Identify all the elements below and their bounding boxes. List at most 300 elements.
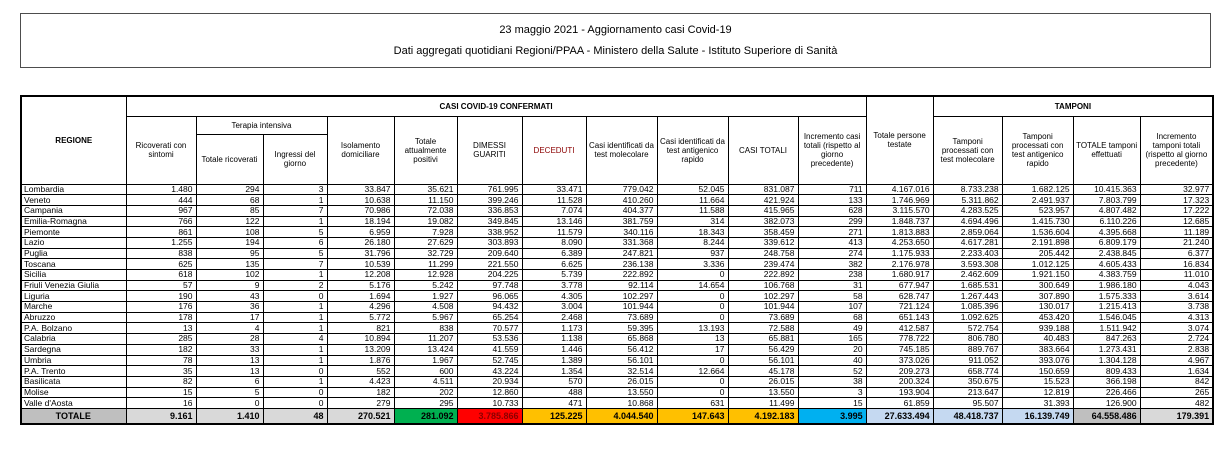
value-cell: 193.904	[866, 387, 933, 398]
value-cell: 226.466	[1073, 387, 1140, 398]
value-cell: 0	[657, 312, 728, 323]
value-cell: 3.995	[798, 408, 866, 424]
value-cell: 4.807.482	[1073, 205, 1140, 216]
value-cell: 4.296	[327, 302, 394, 313]
value-cell: 179.391	[1140, 408, 1213, 424]
value-cell: 4.283.525	[933, 205, 1002, 216]
header-deceduti: DECEDUTI	[522, 116, 586, 184]
table-row	[21, 270, 1213, 281]
value-cell: 523.957	[1002, 205, 1073, 216]
value-cell: 393.076	[1002, 355, 1073, 366]
value-cell: 651.143	[866, 312, 933, 323]
value-cell: 2.191.898	[1002, 237, 1073, 248]
value-cell: 12.664	[657, 366, 728, 377]
value-cell: 279	[327, 398, 394, 409]
value-cell: 5	[196, 387, 263, 398]
value-cell: 26.180	[327, 237, 394, 248]
value-cell: 56.101	[586, 355, 657, 366]
value-cell: 1.876	[327, 355, 394, 366]
value-cell: 64.558.486	[1073, 408, 1140, 424]
value-cell: 1.546.045	[1073, 312, 1140, 323]
value-cell: 1.446	[522, 344, 586, 355]
value-cell: 285	[126, 334, 196, 345]
value-cell: 281.092	[394, 408, 457, 424]
value-cell: 3.593.308	[933, 259, 1002, 270]
table-header	[21, 96, 1213, 184]
value-cell: 4	[196, 323, 263, 334]
region-name-cell: Campania	[21, 205, 126, 216]
value-cell: 1.273.431	[1073, 344, 1140, 355]
value-cell: 4	[263, 334, 327, 345]
value-cell: 7.928	[394, 227, 457, 238]
value-cell: 11.207	[394, 334, 457, 345]
value-cell: 677.947	[866, 280, 933, 291]
value-cell: 43.224	[457, 366, 522, 377]
value-cell: 11.499	[728, 398, 798, 409]
region-name-cell: Toscana	[21, 259, 126, 270]
table-row	[21, 355, 1213, 366]
value-cell: 94.432	[457, 302, 522, 313]
region-name-cell: Valle d'Aosta	[21, 398, 126, 409]
value-cell: 12.685	[1140, 216, 1213, 227]
value-cell: 56.412	[586, 344, 657, 355]
value-cell: 10.868	[586, 398, 657, 409]
value-cell: 165	[798, 334, 866, 345]
region-name-cell: Lazio	[21, 237, 126, 248]
value-cell: 43	[196, 291, 263, 302]
value-cell: 65.254	[457, 312, 522, 323]
value-cell: 65.881	[728, 334, 798, 345]
value-cell: 108	[196, 227, 263, 238]
value-cell: 809.433	[1073, 366, 1140, 377]
value-cell: 1.389	[522, 355, 586, 366]
report-title-line2: Dati aggregati quotidiani Regioni/PPAA - Ministero della Salute - Istituto Superiore di Sanità	[393, 45, 838, 58]
value-cell: 745.185	[866, 344, 933, 355]
value-cell: 33	[196, 344, 263, 355]
value-cell: 842	[1140, 376, 1213, 387]
value-cell: 358.459	[728, 227, 798, 238]
value-cell: 204.225	[457, 270, 522, 281]
value-cell: 967	[126, 205, 196, 216]
header-isolamento-domiciliare: Isolamento domiciliare	[327, 116, 394, 184]
value-cell: 618	[126, 270, 196, 281]
value-cell: 31	[798, 280, 866, 291]
header-casi-test-molecolare: Casi identificati da test molecolare	[586, 116, 657, 184]
header-ricoverati-con-sintomi: Ricoverati con sintomi	[126, 116, 196, 184]
value-cell: 0	[657, 270, 728, 281]
value-cell: 95	[196, 248, 263, 259]
value-cell: 12.819	[1002, 387, 1073, 398]
table-row	[21, 248, 1213, 259]
region-name-cell: Lombardia	[21, 184, 126, 195]
value-cell: 366.198	[1073, 376, 1140, 387]
value-cell: 5	[263, 227, 327, 238]
table-row	[21, 280, 1213, 291]
value-cell: 221.550	[457, 259, 522, 270]
region-name-cell: Calabria	[21, 334, 126, 345]
value-cell: 471	[522, 398, 586, 409]
value-cell: 0	[196, 398, 263, 409]
value-cell: 236.138	[586, 259, 657, 270]
value-cell: 2.438.845	[1073, 248, 1140, 259]
value-cell: 4.395.668	[1073, 227, 1140, 238]
value-cell: 40	[798, 355, 866, 366]
value-cell: 4.383.759	[1073, 270, 1140, 281]
value-cell: 382	[798, 259, 866, 270]
value-cell: 5.967	[394, 312, 457, 323]
value-cell: 4.605.433	[1073, 259, 1140, 270]
value-cell: 73.689	[586, 312, 657, 323]
value-cell: 453.420	[1002, 312, 1073, 323]
value-cell: 15	[798, 398, 866, 409]
total-row	[21, 408, 1213, 424]
value-cell: 209.273	[866, 366, 933, 377]
value-cell: 4.967	[1140, 355, 1213, 366]
value-cell: 4.694.496	[933, 216, 1002, 227]
table-row	[21, 312, 1213, 323]
region-name-cell: Puglia	[21, 248, 126, 259]
value-cell: 70.577	[457, 323, 522, 334]
region-name-cell: Friuli Venezia Giulia	[21, 280, 126, 291]
value-cell: 31.393	[1002, 398, 1073, 409]
value-cell: 10.415.363	[1073, 184, 1140, 195]
value-cell: 0	[263, 291, 327, 302]
value-cell: 295	[394, 398, 457, 409]
value-cell: 61.859	[866, 398, 933, 409]
value-cell: 26.015	[728, 376, 798, 387]
value-cell: 21.240	[1140, 237, 1213, 248]
value-cell: 5.176	[327, 280, 394, 291]
value-cell: 135	[196, 259, 263, 270]
value-cell: 3.778	[522, 280, 586, 291]
value-cell: 861	[126, 227, 196, 238]
value-cell: 52.045	[657, 184, 728, 195]
value-cell: 56.429	[728, 344, 798, 355]
value-cell: 6.959	[327, 227, 394, 238]
value-cell: 1.921.150	[1002, 270, 1073, 281]
value-cell: 274	[798, 248, 866, 259]
value-cell: 349.845	[457, 216, 522, 227]
value-cell: 265	[1140, 387, 1213, 398]
value-cell: 0	[657, 291, 728, 302]
value-cell: 178	[126, 312, 196, 323]
value-cell: 1	[263, 355, 327, 366]
value-cell: 85	[196, 205, 263, 216]
value-cell: 3.336	[657, 259, 728, 270]
value-cell: 107	[798, 302, 866, 313]
value-cell: 382.073	[728, 216, 798, 227]
value-cell: 1.304.128	[1073, 355, 1140, 366]
value-cell: 3	[798, 387, 866, 398]
value-cell: 68	[798, 312, 866, 323]
value-cell: 1.354	[522, 366, 586, 377]
value-cell: 6	[263, 237, 327, 248]
value-cell: 17	[657, 344, 728, 355]
value-cell: 13.146	[522, 216, 586, 227]
value-cell: 1.415.730	[1002, 216, 1073, 227]
value-cell: 11.664	[657, 195, 728, 206]
value-cell: 0	[657, 302, 728, 313]
value-cell: 130.017	[1002, 302, 1073, 313]
region-name-cell: Emilia-Romagna	[21, 216, 126, 227]
value-cell: 11.189	[1140, 227, 1213, 238]
header-totale-attualmente-positivi: Totale attualmente positivi	[394, 116, 457, 184]
value-cell: 761.995	[457, 184, 522, 195]
value-cell: 1.410	[196, 408, 263, 424]
value-cell: 3.074	[1140, 323, 1213, 334]
value-cell: 4.192.183	[728, 408, 798, 424]
region-name-cell: P.A. Bolzano	[21, 323, 126, 334]
value-cell: 1.986.180	[1073, 280, 1140, 291]
region-name-cell: Umbria	[21, 355, 126, 366]
value-cell: 1	[263, 270, 327, 281]
value-cell: 4.167.016	[866, 184, 933, 195]
value-cell: 482	[1140, 398, 1213, 409]
value-cell: 32.514	[586, 366, 657, 377]
value-cell: 13.424	[394, 344, 457, 355]
value-cell: 1	[263, 312, 327, 323]
header-totale-persone-testate: Totale persone testate	[866, 96, 933, 184]
value-cell: 96.065	[457, 291, 522, 302]
value-cell: 421.924	[728, 195, 798, 206]
value-cell: 102	[196, 270, 263, 281]
value-cell: 628	[798, 205, 866, 216]
value-cell: 1.092.625	[933, 312, 1002, 323]
value-cell: 339.612	[728, 237, 798, 248]
value-cell: 552	[327, 366, 394, 377]
header-casi-totali: CASI TOTALI	[728, 116, 798, 184]
value-cell: 238	[798, 270, 866, 281]
value-cell: 8.733.238	[933, 184, 1002, 195]
value-cell: 821	[327, 323, 394, 334]
value-cell: 331.368	[586, 237, 657, 248]
value-cell: 0	[657, 376, 728, 387]
region-name-cell: P.A. Trento	[21, 366, 126, 377]
value-cell: 16.834	[1140, 259, 1213, 270]
value-cell: 806.780	[933, 334, 1002, 345]
value-cell: 5.739	[522, 270, 586, 281]
value-cell: 1	[263, 344, 327, 355]
value-cell: 2.724	[1140, 334, 1213, 345]
value-cell: 7.074	[522, 205, 586, 216]
value-cell: 11.010	[1140, 270, 1213, 281]
value-cell: 600	[394, 366, 457, 377]
value-cell: 381.759	[586, 216, 657, 227]
value-cell: 7	[263, 205, 327, 216]
value-cell: 122	[196, 216, 263, 227]
value-cell: 56.101	[728, 355, 798, 366]
table-body	[21, 184, 1213, 424]
value-cell: 182	[327, 387, 394, 398]
value-cell: 32.729	[394, 248, 457, 259]
value-cell: 12.928	[394, 270, 457, 281]
value-cell: 1.848.737	[866, 216, 933, 227]
value-cell: 3	[263, 184, 327, 195]
value-cell: 248.758	[728, 248, 798, 259]
value-cell: 412.587	[866, 323, 933, 334]
value-cell: 13.550	[586, 387, 657, 398]
table-row	[21, 259, 1213, 270]
value-cell: 95.507	[933, 398, 1002, 409]
value-cell: 2.468	[522, 312, 586, 323]
value-cell: 15	[126, 387, 196, 398]
value-cell: 625	[126, 259, 196, 270]
value-cell: 10.539	[327, 259, 394, 270]
value-cell: 1.085.396	[933, 302, 1002, 313]
value-cell: 78	[126, 355, 196, 366]
value-cell: 1.511.942	[1073, 323, 1140, 334]
value-cell: 2.838	[1140, 344, 1213, 355]
covid-data-table	[20, 95, 1214, 425]
header-incremento-casi-totali: Incremento casi totali (rispetto al giorno precedente)	[798, 116, 866, 184]
value-cell: 147.643	[657, 408, 728, 424]
value-cell: 1.215.413	[1073, 302, 1140, 313]
table-row	[21, 302, 1213, 313]
value-cell: 3.614	[1140, 291, 1213, 302]
value-cell: 838	[394, 323, 457, 334]
value-cell: 300.649	[1002, 280, 1073, 291]
value-cell: 5.772	[327, 312, 394, 323]
value-cell: 176	[126, 302, 196, 313]
value-cell: 415.965	[728, 205, 798, 216]
value-cell: 373.026	[866, 355, 933, 366]
value-cell: 73.689	[728, 312, 798, 323]
value-cell: 11.588	[657, 205, 728, 216]
value-cell: 26.015	[586, 376, 657, 387]
value-cell: 239.474	[728, 259, 798, 270]
header-totale-tamponi-effettuati: TOTALE tamponi effettuati	[1073, 116, 1140, 184]
value-cell: 20.934	[457, 376, 522, 387]
value-cell: 299	[798, 216, 866, 227]
value-cell: 11.579	[522, 227, 586, 238]
value-cell: 404.377	[586, 205, 657, 216]
value-cell: 31.796	[327, 248, 394, 259]
value-cell: 52.745	[457, 355, 522, 366]
value-cell: 2	[263, 280, 327, 291]
value-cell: 303.893	[457, 237, 522, 248]
value-cell: 35	[126, 366, 196, 377]
value-cell: 36	[196, 302, 263, 313]
region-name-cell: Piemonte	[21, 227, 126, 238]
value-cell: 338.952	[457, 227, 522, 238]
value-cell: 11.528	[522, 195, 586, 206]
region-name-cell: Sardegna	[21, 344, 126, 355]
value-cell: 7	[263, 259, 327, 270]
value-cell: 222.892	[586, 270, 657, 281]
value-cell: 271	[798, 227, 866, 238]
value-cell: 6.110.226	[1073, 216, 1140, 227]
table-row	[21, 366, 1213, 377]
value-cell: 133	[798, 195, 866, 206]
header-incremento-tamponi-totali: Incremento tamponi totali (rispetto al giorno precedente)	[1140, 116, 1213, 184]
value-cell: 270.521	[327, 408, 394, 424]
value-cell: 102.297	[728, 291, 798, 302]
value-cell: 6.389	[522, 248, 586, 259]
value-cell: 18.343	[657, 227, 728, 238]
value-cell: 307.890	[1002, 291, 1073, 302]
header-totale-ricoverati: Totale ricoverati	[196, 134, 263, 184]
value-cell: 1.813.883	[866, 227, 933, 238]
value-cell: 10.638	[327, 195, 394, 206]
value-cell: 6.625	[522, 259, 586, 270]
header-banner-tamponi: TAMPONI	[933, 96, 1213, 116]
value-cell: 17.323	[1140, 195, 1213, 206]
value-cell: 0	[263, 398, 327, 409]
value-cell: 82	[126, 376, 196, 387]
value-cell: 8.090	[522, 237, 586, 248]
value-cell: 1.012.125	[1002, 259, 1073, 270]
value-cell: 194	[196, 237, 263, 248]
value-cell: 2.859.064	[933, 227, 1002, 238]
value-cell: 721.124	[866, 302, 933, 313]
value-cell: 16	[126, 398, 196, 409]
value-cell: 1.575.333	[1073, 291, 1140, 302]
value-cell: 8.244	[657, 237, 728, 248]
value-cell: 314	[657, 216, 728, 227]
value-cell: 2.176.978	[866, 259, 933, 270]
region-name-cell: Marche	[21, 302, 126, 313]
value-cell: 1.746.969	[866, 195, 933, 206]
table-row	[21, 237, 1213, 248]
value-cell: 631	[657, 398, 728, 409]
value-cell: 247.821	[586, 248, 657, 259]
value-cell: 10.733	[457, 398, 522, 409]
table-row	[21, 216, 1213, 227]
value-cell: 57	[126, 280, 196, 291]
table-row	[21, 334, 1213, 345]
value-cell: 106.768	[728, 280, 798, 291]
value-cell: 1	[263, 376, 327, 387]
table-row	[21, 387, 1213, 398]
header-tamponi-test-antigenico: Tamponi processati con test antigenico rapido	[1002, 116, 1073, 184]
value-cell: 889.767	[933, 344, 1002, 355]
value-cell: 831.087	[728, 184, 798, 195]
value-cell: 13	[196, 366, 263, 377]
value-cell: 4.511	[394, 376, 457, 387]
value-cell: 40.483	[1002, 334, 1073, 345]
table-row	[21, 376, 1213, 387]
value-cell: 102.297	[586, 291, 657, 302]
value-cell: 1.536.604	[1002, 227, 1073, 238]
region-name-cell: Sicilia	[21, 270, 126, 281]
table-row	[21, 323, 1213, 334]
value-cell: 2.491.937	[1002, 195, 1073, 206]
value-cell: 350.675	[933, 376, 1002, 387]
table-row	[21, 205, 1213, 216]
value-cell: 6.377	[1140, 248, 1213, 259]
value-cell: 20	[798, 344, 866, 355]
value-cell: 14.654	[657, 280, 728, 291]
value-cell: 847.263	[1073, 334, 1140, 345]
value-cell: 13	[196, 355, 263, 366]
value-cell: 125.225	[522, 408, 586, 424]
value-cell: 11.299	[394, 259, 457, 270]
value-cell: 101.944	[586, 302, 657, 313]
value-cell: 72.038	[394, 205, 457, 216]
report-title-line1: 23 maggio 2021 - Aggiornamento casi Covid-19	[499, 23, 732, 36]
value-cell: 11.150	[394, 195, 457, 206]
value-cell: 1.175.933	[866, 248, 933, 259]
value-cell: 92.114	[586, 280, 657, 291]
value-cell: 12.860	[457, 387, 522, 398]
value-cell: 1.680.917	[866, 270, 933, 281]
value-cell: 48	[263, 408, 327, 424]
value-cell: 35.621	[394, 184, 457, 195]
value-cell: 336.853	[457, 205, 522, 216]
value-cell: 4.508	[394, 302, 457, 313]
value-cell: 3.785.866	[457, 408, 522, 424]
value-cell: 778.722	[866, 334, 933, 345]
